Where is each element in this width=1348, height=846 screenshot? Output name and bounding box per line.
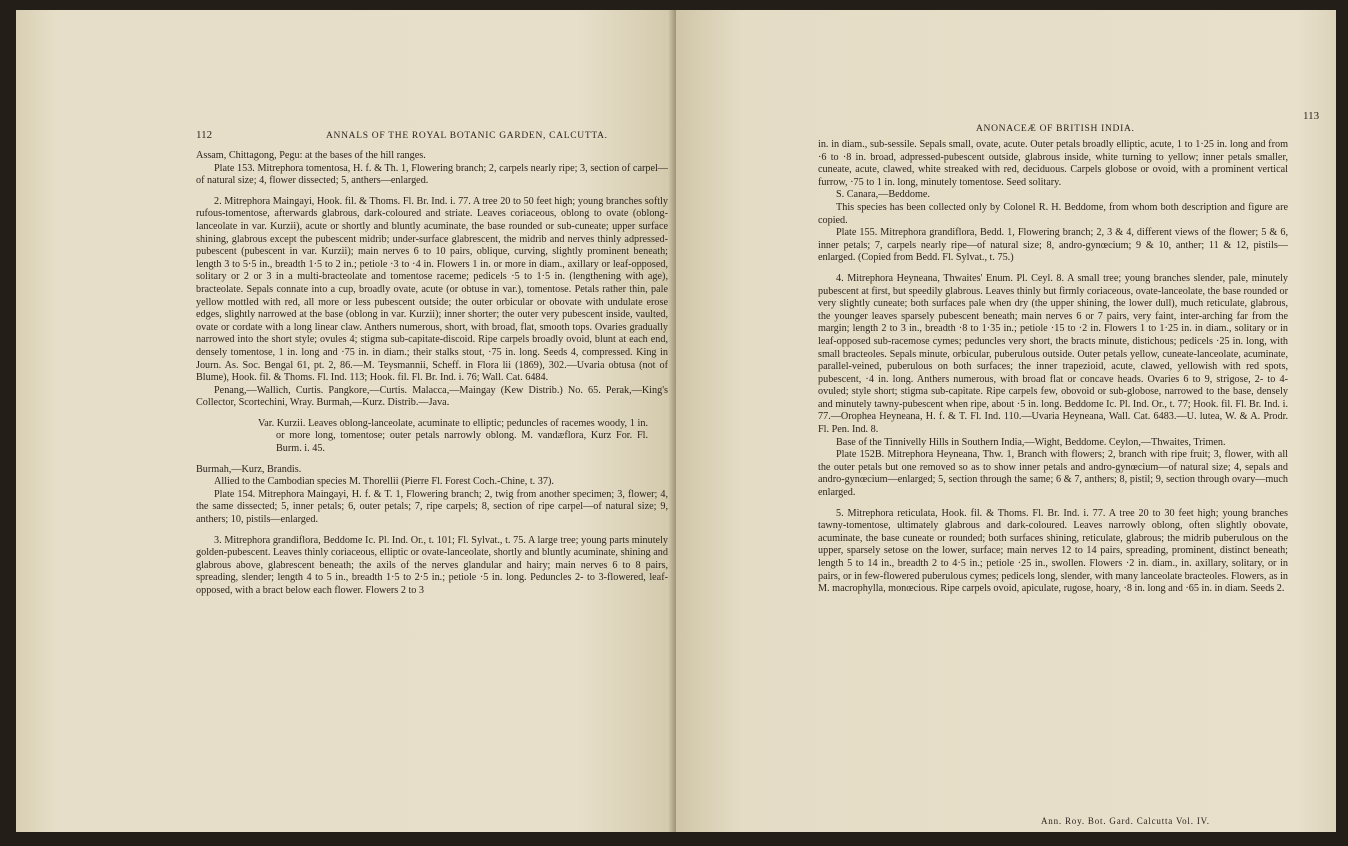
paragraph: 5. Mitrephora reticulata, Hook. fil. & Thoms. Fl. Br. Ind. i. 77. A tree 20 to 30 feet high; young branches tawny-tomentose, ultimately glabrous and dark-coloured. Leaves narrowly oblong, often slightly obovate, acuminate, the base cuneate or rounded; both surfaces shining, reticulate, glabrous; the midrib puberulous on the upper, sparsely setose on the lower, surface; main nerves 12 to 14 pairs, spreading, prominent, distinct beneath; length 5 to 14 in., breadth 2 to 4·5 in.; petiole ·25 in., swollen. Flowers ·2 in. diam., in. axillary, solitary, or in pairs, or in few-flowered puberulous cymes; pedicels long, slender, with many lanceolate bracteoles. Flowers, as in M. macrophylla, monœcious. Ripe carpels ovoid, apiculate, rugose, hoary, ·8 in. long and ·65 in. in diam. Seeds 2. xyxy=(818,507,1288,595)
paragraph: Plate 152B. Mitrephora Heyneana, Thw. 1, Branch with flowers; 2, branch with ripe fruit; 3, flower, with all the outer petals but one removed so as to show inner petals and andro-gynœcium—of natural size; 4, sepals and andro-gynœcium—enlarged; 5, section through the same; 6 & 7, anthers; 8, pistil; 9, section through ovary—much enlarged. xyxy=(818,449,1288,499)
right-body-text xyxy=(818,139,1288,596)
paragraph: in. in diam., sub-sessile. Sepals small, ovate, acute. Outer petals broadly elliptic, acute, 1 to 1·25 in. long and from ·6 to ·8 in. broad, adpressed-pubescent outside, glabrous inside, white turning to yellow; inner petals smaller, cuneate, acute, clawed, white streaked with red, deciduous. Carpels globose or ovoid, with a prominent vertical furrow, ·75 to 1 in. long, minutely tomentose. Seed solitary. xyxy=(818,139,1288,188)
left-body-text xyxy=(196,150,668,598)
paragraph: 3. Mitrephora grandiflora, Beddome Ic. Pl. Ind. Or., t. 101; Fl. Sylvat., t. 75. A large tree; young parts minutely golden-pubescent. Leaves thinly coriaceous, elliptic or ovate-lanceolate, shortly and bluntly acuminate, shining and glabrous above, glabrescent beneath; the axils of the nerves glandular and hairy; main nerves 6 to 8 pairs, spreading, slender; length 4 to 5 in., breadth 1·5 to 2·5 in.; petiole ·5 in. long. Peduncles 2- to 3-flowered, leaf-opposed, with a bract below each flower. Flowers 2 to 3 xyxy=(196,534,668,596)
variety-note: Var. Kurzii. Leaves oblong-lanceolate, acuminate to elliptic; peduncles of racemes woody, 1 in. or more long, tomentose; outer petals narrowly oblong. M. vandæflora, Kurz For. Fl. Burm. i. 45. xyxy=(258,417,648,455)
page-number: 112 xyxy=(196,129,213,141)
page-number: 113 xyxy=(1303,110,1320,122)
paragraph: Base of the Tinnivelly Hills in Southern India,—Wight, Beddome. Ceylon,—Thwaites, Trimen. xyxy=(836,436,1226,448)
paragraph: Plate 154. Mitrephora Maingayi, H. f. & T. 1, Flowering branch; 2, twig from another specimen; 3, flower; 4, the same dissected; 5, inner petals; 6, outer petals; 7, ripe carpels; 8, section of ripe carpel—of natural size; 9, anthers; 10, pistils—enlarged. xyxy=(196,488,668,526)
paragraph: This species has been collected only by Colonel R. H. Beddome, from whom both description and figure are copied. xyxy=(818,201,1288,226)
paragraph: Assam, Chittagong, Pegu: at the bases of the hill ranges. xyxy=(196,150,426,161)
running-head: ANONACEÆ OF BRITISH INDIA. xyxy=(976,124,1135,134)
paragraph: Burmah,—Kurz, Brandis. xyxy=(196,463,302,475)
paragraph: Plate 155. Mitrephora grandiflora, Bedd. 1, Flowering branch; 2, 3 & 4, different views of the flower; 5 & 6, inner petals; 7, carpels nearly ripe—of natural size; 8, andro-gynœcium; 9 & 10, anther; 11 & 12, pistils—enlarged. (Copied from Bedd. Fl. Sylvat., t. 75.) xyxy=(818,227,1288,264)
paragraph: S. Canara,—Beddome. xyxy=(836,189,930,201)
paragraph: Penang,—Wallich, Curtis. Pangkore,—Curtis. Malacca,—Maingay (Kew Distrib.) No. 65. Perak,—King's Collector, Scortechini, Wray. Burmah,—Kurz. Distrib.—Java. xyxy=(196,384,668,409)
page-footer: Ann. Roy. Bot. Gard. Calcutta Vol. IV. xyxy=(1041,816,1210,826)
running-head: ANNALS OF THE ROYAL BOTANIC GARDEN, CALCUTTA. xyxy=(326,131,608,141)
left-page xyxy=(16,10,676,832)
paragraph: 2. Mitrephora Maingayi, Hook. fil. & Thoms. Fl. Br. Ind. i. 77. A tree 20 to 50 feet high; young branches softly rufous-tomentose, afterwards glabrous, dark-coloured and striate. Leaves coriaceous, oblong to ovate (oblong-lanceolate in var. Kurzii), acute or shortly and bluntly acuminate, the base rounded or sub-cuneate; upper surface shining, glabrous except the pubescent midrib; under-surface glabrescent, the midrib and nerves thinly adpressed-pubescent (pubescent in var. Kurzii); main nerves 6 to 10 pairs, oblique, curving, slightly prominent beneath; length 3 to 5·5 in., breadth 1·5 to 2 in.; petiole ·3 to ·4 in. Flowers 1 in. or more in diam., axillary or leaf-opposed, solitary or 2 or 3 in a multi-bracteolate and tomentose raceme; pedicels ·5 to 1·5 in. (lengthening with age), bracteolate. Sepals connate into a cup, broadly ovate, acute (or obtuse in var.), tomentose. Petals rather thin, pale yellow mottled with red, all more or less pubescent outside; the outer orbicular or obovate with undulate erose edges, slightly narrowed at the base (oblong in var. Kurzii); inner shorter; the outer very pubescent inside, vaulted, ovate or cordate with a long linear claw. Anthers numerous, short, with broad, flat, smooth tops. Ovaries gradually narrowed into the short style; ovules 4; stigma sub-capitate-discoid. Ripe carpels broadly ovoid, blunt at each end, densely tomentose, 1 in. long and ·75 in. in diam.; their stalks stout, ·75 in. long. Seeds 4, compressed. King in Journ. As. Soc. Bengal 61, pt. 2, 86.—M. Teysmannii, Scheff. in Flora lii (1869), 302.—Uvaria obtusa (not of Blume), Hook. fil. & Thoms. Fl. Ind. 113; Hook. fil. Fl. Br. Ind. i. 76; Wall. Cat. 6484. xyxy=(196,195,668,384)
paragraph: 4. Mitrephora Heyneana, Thwaites' Enum. Pl. Ceyl. 8. A small tree; young branches slender, pale, minutely pubescent at first, but speedily glabrous. Leaves thinly but firmly coriaceous, ovate-lanceolate, the base rounded or very slightly cuneate; both surfaces pale when dry (the upper shining, the lower dull), much reticulate, glabrous, the younger leaves sparsely pubescent beneath; main nerves 6 or 7 pairs, very faint, inter-arching far from the margin; length 2 to 3 in., breadth ·8 to 1·35 in.; petiole ·15 to ·2 in. Flowers 1 to 1·25 in. in diam., solitary or in leaf-opposed sub-racemose cymes; peduncles very short, the bracts minute, distichous; pedicels ·25 in. long, with small bracteoles. Sepals minute, orbicular, puberulous outside. Outer petals yellow, cuneate-lanceolate, acuminate, parallel-veined, puberulous on both surfaces; the inner trapezioid, acute, clawed, yellowish with red spots, pubescent, ·4 in. long. Anthers numerous, with broad flat or concave heads. Ovaries 6 to 9, strigose, 2- to 4-ovuled; style short; stigma sub-capitate. Ripe carpels few, obovoid or sub-globose, narrowed to the base, densely and minutely tawny-pubescent when ripe, about ·5 in. long. Beddome Ic. Pl. Ind. Or., t. 77; Hook. fil. Fl. Br. Ind. i. 77.—Orophea Heyneana, H. f. & T. Fl. Ind. 110.—Uvaria Heyneana, Wall. Cat. 6483.—U. lutea, W. & A. Prodr. Fl. Pen. Ind. 8. xyxy=(818,272,1288,436)
paragraph: Allied to the Cambodian species M. Thorellii (Pierre Fl. Forest Coch.-Chine, t. 37). xyxy=(214,476,554,488)
paragraph: Plate 153. Mitrephora tomentosa, H. f. & Th. 1, Flowering branch; 2, carpels nearly ripe; 3, section of carpel—of natural size; 4, flower dissected; 5, anthers—enlarged. xyxy=(196,162,668,187)
right-page xyxy=(676,10,1336,832)
